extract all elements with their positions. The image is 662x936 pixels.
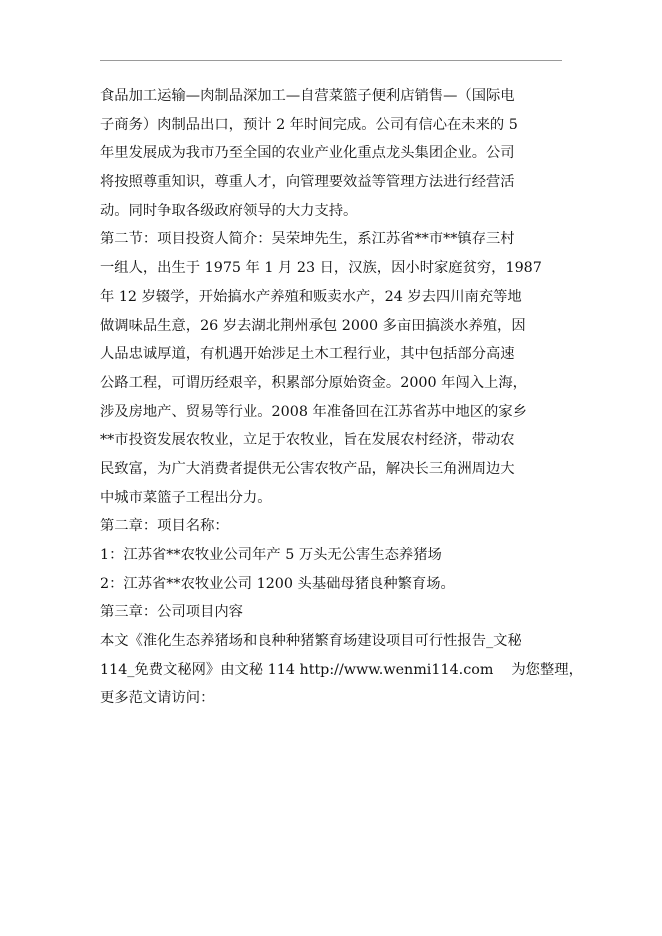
- text-line: 民致富，为广大消费者提供无公害农牧产品，解决长三角洲周边大: [100, 460, 515, 477]
- text-line: 一组人，出生于 1975 年 1 月 23 日，汉族，因小时家庭贫穷，1987: [100, 260, 542, 277]
- chapter-3-heading: [100, 598, 566, 627]
- intro-paragraph: [100, 82, 566, 225]
- source-link-text[interactable]: 114_免费文秘网》由文秘 114 http://www.wenmi114.com: [100, 661, 494, 678]
- chapter-title: 第二章：项目名称：: [100, 518, 229, 535]
- text-line: 涉及房地产、贸易等行业。2008 年准备回在江苏省苏中地区的家乡: [100, 403, 527, 420]
- text-line: 年 12 岁辍学，开始搞水产养殖和贩卖水产，24 岁去四川南充等地: [100, 288, 522, 305]
- list-item: 2：江苏省**农牧业公司 1200 头基础母猪良种繁育场。: [100, 575, 455, 592]
- text-line: 公路工程，可谓历经艰辛，积累部分原始资金。2000 年闯入上海，: [100, 374, 527, 391]
- text-line: 子商务）肉制品出口，预计 2 年时间完成。公司有信心在未来的 5: [100, 116, 518, 133]
- text-line: 食品加工运输—肉制品深加工—自营菜篮子便利店销售—（国际电: [100, 88, 515, 104]
- text-line: 将按照尊重知识，尊重人才，向管理要效益等管理方法进行经营活: [100, 174, 515, 191]
- text-line: 本文《淮化生态养猪场和良种种猪繁育场建设项目可行性报告_文秘: [100, 633, 522, 650]
- header-rule: [100, 60, 562, 61]
- text-line: 更多范文请访问：: [100, 690, 215, 707]
- text-line: **市投资发展农牧业，立足于农牧业，旨在发展农村经济，带动农: [100, 432, 515, 449]
- list-item: 1：江苏省**农牧业公司年产 5 万头无公害生态养猪场: [100, 547, 442, 563]
- text-line: 中城市菜篮子工程出分力。: [100, 489, 272, 506]
- text-line: 动。同时争取各级政府领导的大力支持。: [100, 202, 358, 219]
- source-footer: [100, 627, 583, 713]
- text-line: 第二节：项目投资人简介：吴荣坤先生，系江苏省**市**镇存三村: [100, 231, 515, 248]
- document-body: [100, 82, 583, 713]
- text-line: [100, 656, 583, 685]
- investor-intro-section: [100, 225, 566, 512]
- text-line: 年里发展成为我市乃至全国的农业产业化重点龙头集团企业。公司: [100, 145, 515, 162]
- chapter-title: 第三章：公司项目内容: [100, 604, 243, 621]
- text-line: 做调味品生意，26 岁去湖北荆州承包 2000 多亩田搞淡水养殖，因: [100, 317, 526, 334]
- text-fragment: 为您整理，: [511, 661, 583, 678]
- project-list: [100, 541, 566, 598]
- text-line: 人品忠诚厚道，有机遇开始涉足土木工程行业，其中包括部分高速: [100, 346, 515, 363]
- chapter-2-heading: [100, 512, 566, 541]
